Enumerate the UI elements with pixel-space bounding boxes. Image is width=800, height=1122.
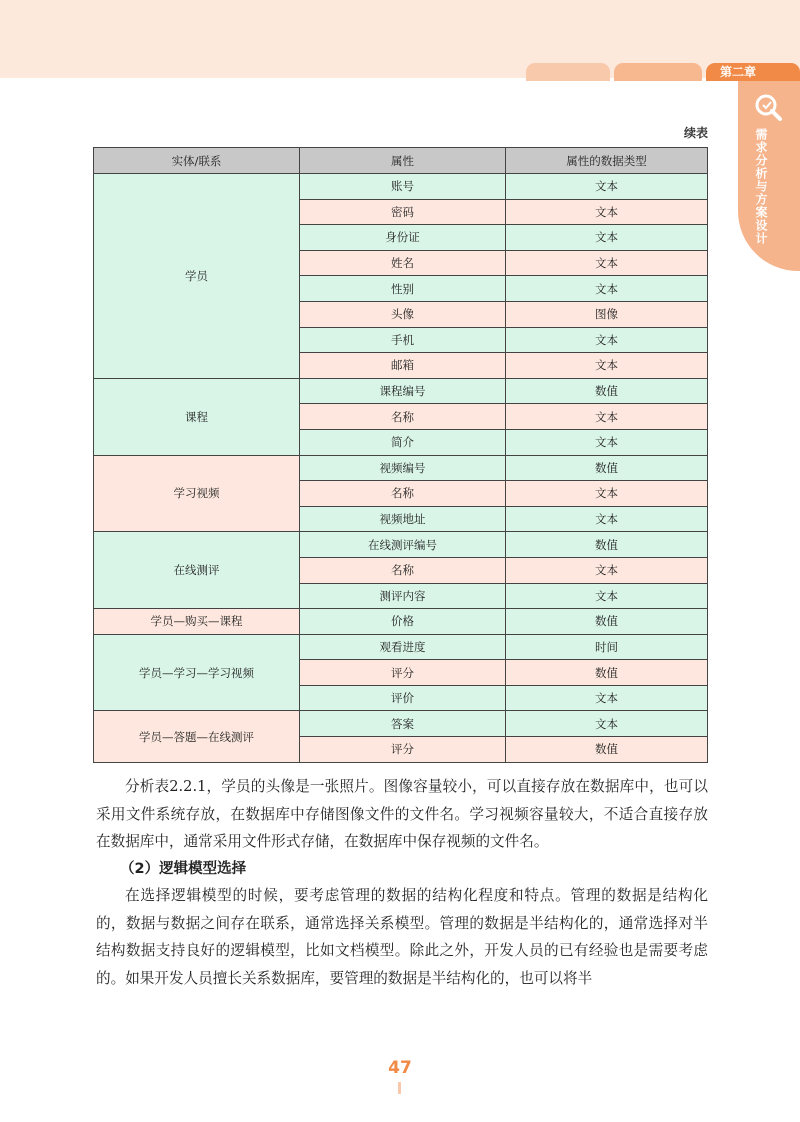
attribute-cell: 评分 bbox=[300, 660, 506, 686]
table-row bbox=[94, 378, 708, 404]
entity-cell: 学习视频 bbox=[94, 455, 300, 532]
type-cell: 数值 bbox=[506, 609, 708, 635]
entity-cell: 学员—学习—学习视频 bbox=[94, 634, 300, 711]
attribute-cell: 课程编号 bbox=[300, 378, 506, 404]
paragraph-analysis: 分析表2.2.1，学员的头像是一张照片。图像容量较小，可以直接存放在数据库中，也可以采用文件系统存放，在数据库中存储图像文件的文件名。学习视频容量较大，不适合直接存放在数据库中，通常采用文件形式存储，在数据库中保存视频的文件名。 bbox=[96, 778, 708, 850]
attribute-cell: 名称 bbox=[300, 404, 506, 430]
type-cell: 文本 bbox=[506, 174, 708, 200]
table-row bbox=[94, 532, 708, 558]
attribute-cell: 名称 bbox=[300, 557, 506, 583]
table-row bbox=[94, 455, 708, 481]
type-cell: 数值 bbox=[506, 455, 708, 481]
entity-cell: 学员—购买—课程 bbox=[94, 609, 300, 635]
table-row bbox=[94, 609, 708, 635]
type-cell: 图像 bbox=[506, 301, 708, 327]
type-cell: 文本 bbox=[506, 250, 708, 276]
type-cell: 文本 bbox=[506, 481, 708, 507]
type-cell: 文本 bbox=[506, 327, 708, 353]
attribute-cell: 手机 bbox=[300, 327, 506, 353]
attribute-cell: 价格 bbox=[300, 609, 506, 635]
magnifier-icon bbox=[753, 92, 785, 124]
header-tab-decor-1 bbox=[526, 63, 610, 81]
attribute-cell: 头像 bbox=[300, 301, 506, 327]
attribute-cell: 评分 bbox=[300, 737, 506, 763]
column-header: 实体/联系 bbox=[94, 148, 300, 174]
attribute-cell: 姓名 bbox=[300, 250, 506, 276]
paragraph-logical-model: 在选择逻辑模型的时候，要考虑管理的数据的结构化程度和特点。管理的数据是结构化的，数据与数据之间存在联系，通常选择关系模型。管理的数据是半结构化的，通常选择对半结构数据支持良好的逻辑模型，比如文档模型。除此之外，开发人员的已有经验也是需要考虑的。如果开发人员擅长关系数据库，要管理的数据是半结构化的，也可以将半 bbox=[96, 887, 708, 987]
side-chapter-title: 需求分析与方案设计 bbox=[754, 128, 768, 245]
type-cell: 数值 bbox=[506, 737, 708, 763]
table-row bbox=[94, 711, 708, 737]
chapter-tab: 第二章 bbox=[706, 63, 800, 81]
attribute-cell: 密码 bbox=[300, 199, 506, 225]
type-cell: 文本 bbox=[506, 225, 708, 251]
table-row bbox=[94, 634, 708, 660]
column-header: 属性的数据类型 bbox=[506, 148, 708, 174]
type-cell: 文本 bbox=[506, 557, 708, 583]
type-cell: 文本 bbox=[506, 506, 708, 532]
attribute-cell: 简介 bbox=[300, 429, 506, 455]
entity-cell: 在线测评 bbox=[94, 532, 300, 609]
page-number: 47 bbox=[388, 1058, 412, 1078]
page-number-tick bbox=[398, 1082, 401, 1094]
attribute-cell: 账号 bbox=[300, 174, 506, 200]
entity-cell: 课程 bbox=[94, 378, 300, 455]
type-cell: 文本 bbox=[506, 276, 708, 302]
type-cell: 文本 bbox=[506, 404, 708, 430]
type-cell: 数值 bbox=[506, 532, 708, 558]
type-cell: 文本 bbox=[506, 199, 708, 225]
attribute-cell: 在线测评编号 bbox=[300, 532, 506, 558]
entity-cell: 学员—答题—在线测评 bbox=[94, 711, 300, 762]
column-header: 属性 bbox=[300, 148, 506, 174]
type-cell: 文本 bbox=[506, 711, 708, 737]
table-continued-label: 续表 bbox=[683, 126, 708, 140]
type-cell: 文本 bbox=[506, 685, 708, 711]
attribute-cell: 答案 bbox=[300, 711, 506, 737]
type-cell: 数值 bbox=[506, 378, 708, 404]
attribute-cell: 视频地址 bbox=[300, 506, 506, 532]
header-tab-decor-2 bbox=[614, 63, 702, 81]
attribute-cell: 名称 bbox=[300, 481, 506, 507]
entity-cell: 学员 bbox=[94, 174, 300, 379]
type-cell: 文本 bbox=[506, 583, 708, 609]
type-cell: 文本 bbox=[506, 429, 708, 455]
attribute-cell: 观看进度 bbox=[300, 634, 506, 660]
table-row bbox=[94, 174, 708, 200]
type-cell: 数值 bbox=[506, 660, 708, 686]
attribute-cell: 邮箱 bbox=[300, 353, 506, 379]
table-header-row bbox=[94, 148, 708, 174]
attribute-cell: 测评内容 bbox=[300, 583, 506, 609]
table-body bbox=[94, 174, 708, 763]
section-heading: （2）逻辑模型选择 bbox=[120, 861, 247, 877]
attribute-cell: 评价 bbox=[300, 685, 506, 711]
entity-attribute-table bbox=[93, 147, 708, 763]
type-cell: 时间 bbox=[506, 634, 708, 660]
attribute-cell: 视频编号 bbox=[300, 455, 506, 481]
type-cell: 文本 bbox=[506, 353, 708, 379]
attribute-cell: 性别 bbox=[300, 276, 506, 302]
attribute-cell: 身份证 bbox=[300, 225, 506, 251]
